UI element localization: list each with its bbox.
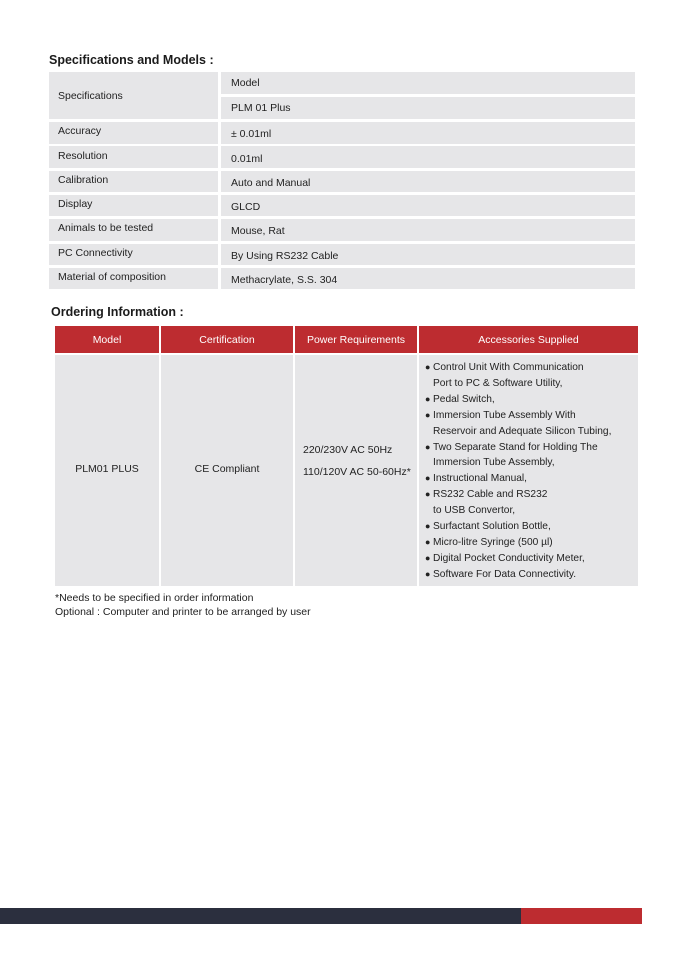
ordering-title: Ordering Information :	[51, 305, 184, 319]
accessory-text: Digital Pocket Conductivity Meter,	[433, 552, 585, 564]
spec-label: Material of composition	[58, 271, 166, 284]
spec-label: PC Connectivity	[58, 246, 133, 259]
spec-value-cell	[221, 122, 635, 144]
spec-value: 0.01ml	[231, 152, 263, 165]
power-line-2: 110/120V AC 50-60Hz*	[303, 466, 411, 478]
header-certification: Certification	[161, 326, 293, 353]
accessory-text: Surfactant Solution Bottle,	[433, 521, 551, 533]
bullet-icon: ●	[425, 409, 431, 420]
bullet-icon: ●	[425, 568, 431, 579]
ordering-table	[55, 326, 638, 586]
accessory-item-continuation	[425, 503, 611, 519]
accessory-item	[425, 535, 611, 551]
specifications-title: Specifications and Models :	[49, 53, 214, 67]
accessory-text: Immersion Tube Assembly With	[433, 409, 576, 421]
spec-value-cell	[221, 244, 635, 266]
accessory-item	[425, 487, 611, 503]
spec-value: GLCD	[231, 201, 261, 214]
accessory-item	[425, 519, 611, 535]
spec-value: ± 0.01ml	[231, 128, 272, 141]
cell-accessories-supplied	[419, 355, 638, 586]
specifications-header-text: Specifications	[58, 89, 123, 102]
accessory-text: Instructional Manual,	[433, 473, 528, 485]
spec-value-cell	[221, 146, 635, 168]
accessories-list	[425, 360, 611, 583]
footer-bar-red	[521, 908, 642, 924]
bullet-icon: ●	[425, 521, 431, 532]
accessory-text: Port to PC & Software Utility,	[433, 377, 563, 389]
bullet-icon: ●	[425, 441, 431, 452]
bullet-icon: ●	[425, 552, 431, 563]
header-power-requirements: Power Requirements	[295, 326, 417, 353]
header-model: Model	[55, 326, 159, 353]
spec-value: Auto and Manual	[231, 176, 311, 189]
accessory-item	[425, 440, 611, 456]
model-value: PLM01 PLUS	[75, 462, 139, 475]
spec-value: Mouse, Rat	[231, 225, 285, 238]
model-label-text: Model	[231, 77, 260, 89]
accessory-text: to USB Convertor,	[433, 505, 516, 517]
spec-label-cell	[49, 146, 218, 168]
bullet-icon: ●	[425, 536, 431, 547]
accessory-text: Pedal Switch,	[433, 393, 495, 405]
bullet-icon: ●	[425, 362, 431, 372]
accessory-text: Control Unit With Communication	[433, 362, 584, 373]
spec-label-cell	[49, 268, 218, 290]
model-name-cell	[221, 97, 635, 119]
model-label-cell	[221, 72, 635, 94]
spec-label-cell	[49, 195, 218, 217]
spec-value-cell	[221, 268, 635, 290]
note-order-info: *Needs to be specified in order information	[55, 592, 254, 604]
cell-certification	[161, 355, 293, 586]
cell-model	[55, 355, 159, 586]
accessory-text: Two Separate Stand for Holding The	[433, 441, 598, 453]
accessory-item-continuation	[425, 424, 611, 440]
spec-label-cell	[49, 171, 218, 193]
accessory-text: Reservoir and Adequate Silicon Tubing,	[433, 425, 612, 437]
accessory-item	[425, 408, 611, 424]
accessory-item-continuation	[425, 376, 611, 392]
accessory-text: Software For Data Connectivity.	[433, 568, 577, 580]
model-name-text: PLM 01 Plus	[231, 102, 291, 114]
spec-label: Animals to be tested	[58, 222, 154, 235]
bullet-icon: ●	[425, 489, 431, 500]
spec-label: Accuracy	[58, 125, 102, 138]
spec-label-cell	[49, 122, 218, 144]
bullet-icon: ●	[425, 393, 431, 404]
certification-value: CE Compliant	[194, 462, 260, 475]
power-line-1: 220/230V AC 50Hz	[303, 444, 393, 456]
header-accessories-supplied: Accessories Supplied	[419, 326, 638, 353]
accessory-item	[425, 360, 611, 376]
spec-label-cell	[49, 219, 218, 241]
spec-value-cell	[221, 219, 635, 241]
spec-label: Calibration	[58, 173, 109, 186]
cell-power-requirements	[295, 355, 417, 586]
spec-value-cell	[221, 171, 635, 193]
accessory-item	[425, 551, 611, 567]
accessory-item	[425, 392, 611, 408]
accessory-text: Immersion Tube Assembly,	[433, 457, 555, 469]
accessory-item-continuation	[425, 455, 611, 471]
accessory-item	[425, 567, 611, 583]
spec-label: Resolution	[58, 149, 108, 162]
spec-label: Display	[58, 198, 93, 211]
accessory-text: Micro-litre Syringe (500 µl)	[433, 536, 553, 548]
specifications-header-label	[49, 72, 218, 119]
spec-label-cell	[49, 244, 218, 266]
accessory-item	[425, 471, 611, 487]
spec-value: By Using RS232 Cable	[231, 249, 339, 262]
note-optional: Optional : Computer and printer to be arranged by user	[55, 606, 311, 618]
bullet-icon: ●	[425, 473, 431, 484]
footer-bar-dark	[0, 908, 521, 924]
accessory-text: RS232 Cable and RS232	[433, 489, 548, 501]
spec-value-cell	[221, 195, 635, 217]
spec-value: Methacrylate, S.S. 304	[231, 274, 338, 287]
